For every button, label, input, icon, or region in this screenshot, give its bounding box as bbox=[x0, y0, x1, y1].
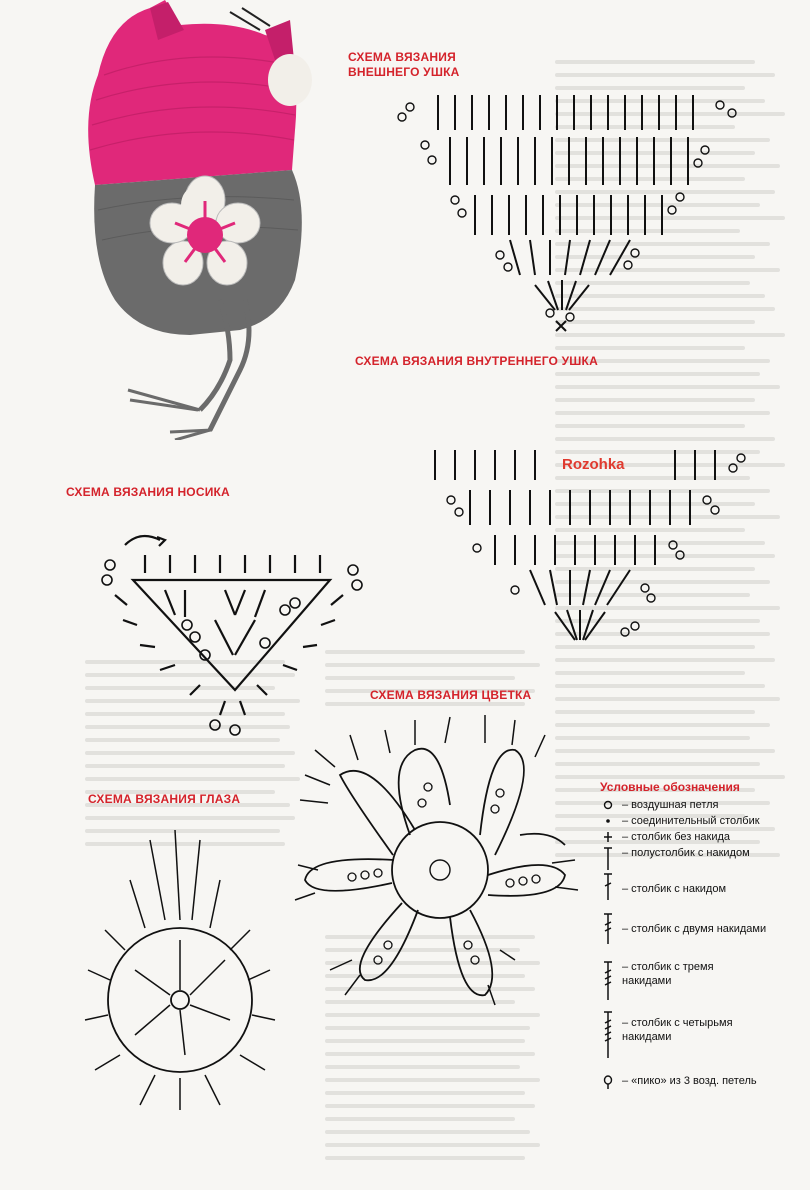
outer-ear-title: СХЕМА ВЯЗАНИЯ ВНЕШНЕГО УШКА bbox=[348, 50, 460, 79]
legend-label: – соединительный столбик bbox=[622, 815, 760, 827]
chain-stitch-icon bbox=[602, 798, 614, 812]
eye-title: СХЕМА ВЯЗАНИЯ ГЛАЗА bbox=[88, 792, 241, 806]
slip-stitch-icon bbox=[602, 814, 614, 828]
legend-label: – воздушная петля bbox=[622, 799, 719, 811]
legend-label: – столбик с накидом bbox=[622, 883, 727, 895]
legend bbox=[600, 780, 805, 1090]
legend-item-slip-stitch bbox=[600, 814, 805, 830]
eye-diagram bbox=[80, 820, 280, 1110]
single-crochet-icon bbox=[602, 830, 614, 844]
hat-photo bbox=[80, 0, 320, 440]
legend-item-double-crochet bbox=[600, 876, 805, 914]
legend-item-quad-treble-crochet bbox=[600, 1010, 772, 1074]
inner-ear-title: СХЕМА ВЯЗАНИЯ ВНУТРЕННЕГО УШКА bbox=[355, 354, 598, 368]
half-double-crochet-icon bbox=[602, 846, 614, 872]
watermark: Rozohka bbox=[562, 456, 625, 473]
quad-treble-crochet-icon bbox=[602, 1010, 614, 1060]
legend-item-chain-stitch bbox=[600, 798, 805, 814]
legend-item-single-crochet bbox=[600, 830, 805, 846]
flower-title: СХЕМА ВЯЗАНИЯ ЦВЕТКА bbox=[370, 688, 532, 702]
outer-ear-diagram bbox=[380, 85, 760, 335]
legend-label: – столбик с тремя накидами bbox=[622, 961, 714, 987]
picot-icon bbox=[602, 1074, 614, 1090]
legend-label: – «пико» из 3 возд. петель bbox=[622, 1075, 757, 1087]
legend-label: – столбик без накида bbox=[622, 831, 731, 843]
legend-label: – полустолбик с накидом bbox=[622, 847, 750, 859]
nose-title: СХЕМА ВЯЗАНИЯ НОСИКА bbox=[66, 485, 230, 499]
legend-label: – столбик с двумя накидами bbox=[622, 923, 767, 935]
legend-item-treble-crochet bbox=[600, 914, 805, 960]
double-crochet-icon bbox=[602, 872, 614, 902]
legend-item-half-double-crochet bbox=[600, 846, 805, 876]
legend-label: – столбик с четырьмя накидами bbox=[622, 1017, 733, 1043]
flower-diagram bbox=[290, 705, 590, 1015]
legend-item-triple-treble-crochet bbox=[600, 960, 742, 1010]
legend-item-picot bbox=[600, 1074, 805, 1090]
legend-title: Условные обозначения bbox=[600, 780, 740, 794]
treble-crochet-icon bbox=[602, 912, 614, 946]
triple-treble-crochet-icon bbox=[602, 960, 614, 1002]
inner-ear-diagram bbox=[415, 440, 765, 650]
